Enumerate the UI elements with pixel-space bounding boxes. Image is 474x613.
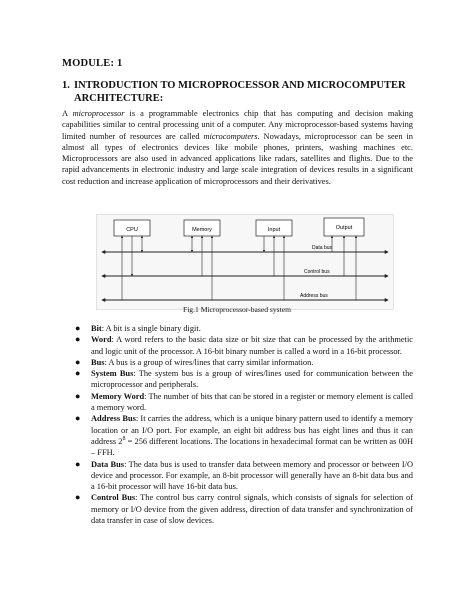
- term-definition: : The control bus carry control signals, which consists of signals for selection of memory or I/O device from the given address, direction of data transfer and synchronization of data transfer in case of slow devices.: [91, 493, 414, 526]
- definitions-list: [62, 323, 413, 526]
- section-title-line1: INTRODUCTION TO MICROPROCESSOR AND MICROCOMPUTER: [74, 80, 406, 91]
- list-item-system-bus: [62, 368, 413, 391]
- output-box: [324, 218, 364, 236]
- intro-term-microcomputers: microcomputers: [203, 131, 258, 141]
- intro-text-2: is a programmable electronics chip that has computing and decision making capabilities similar to central processing unit of a computer. Any microprocessor-based systems having limited number of resources are called: [62, 109, 414, 141]
- cpu-label: CPU: [126, 227, 138, 233]
- exponent: 8: [122, 436, 126, 443]
- term-definition: : A word refers to the basic data size or bit size that can be processed by the arithmetic and logic unit of the processor. A 16-bit binary number is called a word in a 16-bit processor.: [91, 335, 413, 356]
- list-item-data-bus: [62, 459, 413, 493]
- intro-text-1: A: [62, 109, 73, 118]
- list-item-memory-word: [62, 391, 413, 414]
- bullet-icon: ●: [75, 458, 81, 469]
- module-heading: MODULE: 1: [62, 58, 123, 69]
- list-item-word: [62, 334, 413, 357]
- memory-box: [184, 220, 220, 236]
- term-definition: : A bus is a group of wires/lines that carry similar information.: [104, 357, 314, 367]
- bullet-icon: ●: [75, 334, 81, 345]
- input-label: Input: [267, 227, 281, 233]
- bullet-icon: ●: [75, 390, 81, 401]
- intro-paragraph: [62, 108, 413, 187]
- term-label: Data Bus: [91, 459, 125, 469]
- section-title-line2: ARCHITECTURE:: [74, 93, 164, 104]
- figure-caption: Fig.1 Microprocessor-based system: [182, 305, 292, 314]
- bullet-icon: ●: [75, 492, 81, 503]
- term-label: Bus: [91, 357, 105, 367]
- control-bus-label: Control bus: [304, 269, 330, 275]
- term-label: Memory Word: [91, 391, 145, 401]
- term-label: Address Bus: [91, 414, 136, 424]
- intro-term-microprocessor: microprocessor: [72, 109, 125, 118]
- input-box: [256, 220, 292, 236]
- bullet-icon: ●: [75, 323, 81, 333]
- term-label: Word: [91, 335, 112, 345]
- term-label: Bit: [91, 324, 102, 333]
- term-definition: : A bit is a single binary digit.: [101, 324, 201, 333]
- bullet-icon: ●: [75, 356, 81, 367]
- memory-label: Memory: [192, 227, 212, 233]
- term-definition: : The number of bits that can be stored in a register or memory element is called a memory word.: [91, 391, 413, 413]
- data-bus-label: Data bus: [312, 245, 333, 251]
- bullet-icon: ●: [75, 413, 81, 424]
- term-definition-start: : It carries the address, which is a unique binary pattern used to identify a memory location or an I/O port. For example, an eight bit address bus has eight lines and thus it can address 2: [91, 414, 413, 446]
- diagram-svg: [96, 214, 394, 310]
- address-bus-label: Address bus: [300, 293, 328, 299]
- list-item-bus: [62, 357, 413, 368]
- list-item-control-bus: [62, 492, 413, 526]
- bullet-icon: ●: [75, 368, 81, 379]
- section-heading: [62, 79, 422, 105]
- list-item-address-bus: [62, 413, 413, 458]
- intro-text-3: . Nowadays, microprocessor can be seen in almost all types of electronics devices like mobile phones, printers, washing machines etc. Microprocessors are also used in advanced applications like radars, satellites and flights. Due to the rapid advancements in electronic industry and large scale integration of devices results in a significant cost reduction and increase application of microprocessors and their derivatives.: [62, 131, 413, 186]
- term-label: Control Bus: [91, 493, 136, 503]
- term-definition: : The system bus is a group of wires/lines used for communication between the microprocessor and peripherals.: [91, 369, 414, 390]
- cpu-box: [114, 220, 150, 236]
- term-definition: : The data bus is used to transfer data between memory and processor or between I/O device and processor. For example, an 8-bit processor will generally have an 8-bit data bus and a 16-bit processor will have 16-bit data bus.: [91, 459, 413, 492]
- term-label: System Bus: [91, 369, 134, 379]
- term-definition-end: = 256 different locations. The locations in hexadecimal format can be written as 00H – FFH.: [91, 436, 413, 458]
- output-label: Output: [335, 225, 353, 231]
- section-number: 1.: [62, 80, 70, 91]
- microprocessor-system-diagram: [96, 214, 394, 310]
- list-item-bit: [62, 323, 413, 334]
